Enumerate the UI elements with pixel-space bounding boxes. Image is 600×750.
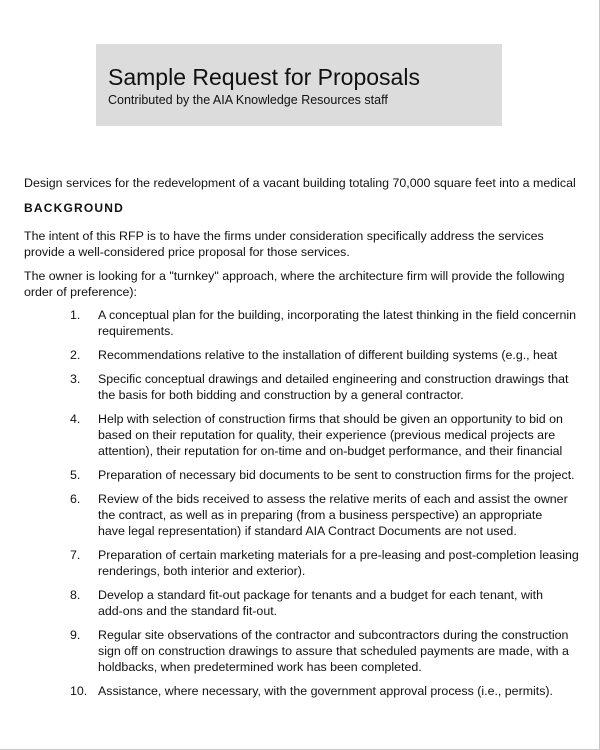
title-box [96,44,502,126]
intro-text: Design services for the redevelopment of a vacant building totaling 70,000 square feet into a medical [24,176,576,190]
list-item-text: Regular site observations of the contractor and subcontractors during the construction [98,628,569,642]
list-item-text: holdbacks, when predetermined work has been completed. [98,660,422,674]
list-item-text: Preparation of certain marketing materials for a pre-leasing and post-completion leasing [98,548,579,562]
list-item-text: Assistance, where necessary, with the government approval process (i.e., permits). [98,684,553,698]
paragraph-2-line-1: The owner is looking for a "turnkey" approach, where the architecture firm will provide the following [24,269,565,283]
list-item-number: 10. [70,684,88,698]
list-item-number: 1. [70,308,81,322]
list-item-number: 7. [70,548,81,562]
list-item-text: the contract, as well as in preparing (from a business perspective) an appropriate [98,508,543,522]
list-item-number: 4. [70,412,81,426]
list-item-number: 2. [70,348,81,362]
list-item-text: Develop a standard fit-out package for tenants and a budget for each tenant, with [98,588,543,602]
paragraph-1-line-2: provide a well-considered price proposal for those services. [24,245,350,259]
list-item-text: Help with selection of construction firms that should be given an opportunity to bid on [98,412,563,426]
document-title: Sample Request for Proposals [108,64,420,90]
list-item-text: add-ons and the standard fit-out. [98,604,278,618]
list-item-text: renderings, both interior and exterior). [98,564,306,578]
list-item-number: 9. [70,628,81,642]
paragraph-2-line-2: order of preference): [24,285,137,299]
list-item-number: 8. [70,588,81,602]
list-item-text: requirements. [98,324,174,338]
list-item-text: have legal representation) if standard AIA Contract Documents are not used. [98,524,517,538]
list-item-text: the basis for both bidding and construction by a general contractor. [98,388,464,402]
document-subtitle: Contributed by the AIA Knowledge Resources staff [108,93,388,107]
list-item-number: 3. [70,372,81,386]
list-item-text: attention), their reputation for on-time and on-budget performance, and their financial [98,444,563,458]
paragraph-1-line-1: The intent of this RFP is to have the firms under consideration specifically address the services [24,229,544,243]
list-item-text: Review of the bids received to assess the relative merits of each and assist the owner [98,492,568,506]
list-item-text: based on their reputation for quality, their experience (previous medical projects are [98,428,556,442]
list-item-text: Preparation of necessary bid documents to be sent to construction firms for the project. [98,468,575,482]
list-item-text: Recommendations relative to the installation of different building systems (e.g., heat [98,348,558,362]
list-item-text: sign off on construction drawings to assure that scheduled payments are made, with a [98,644,569,658]
list-item-text: Specific conceptual drawings and detailed engineering and construction drawings that [98,372,569,386]
list-item-number: 6. [70,492,81,506]
section-heading-background: BACKGROUND [24,201,124,215]
list-item-text: A conceptual plan for the building, incorporating the latest thinking in the field concernin [98,308,577,322]
list-item-number: 5. [70,468,81,482]
